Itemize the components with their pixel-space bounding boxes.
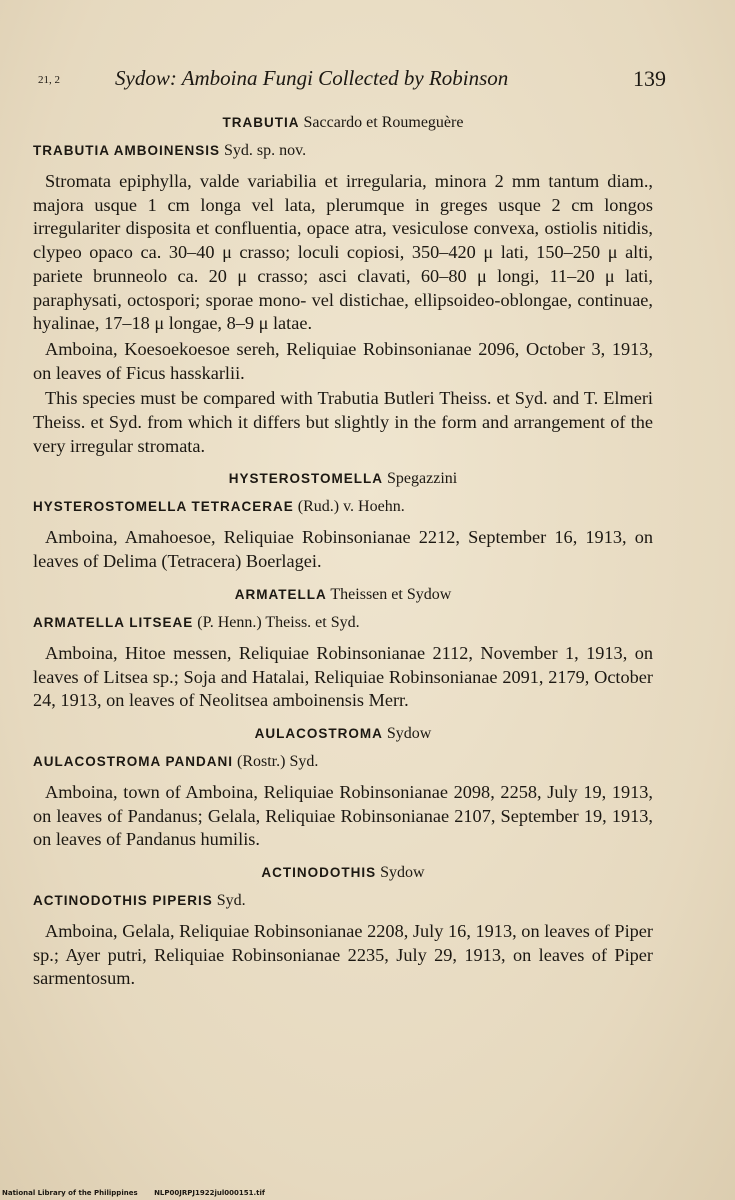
library-credit: National Library of the Philippines (2, 1189, 138, 1197)
body-text (33, 110, 653, 1003)
running-title: Sydow: Amboina Fungi Collected by Robinson (115, 66, 509, 90)
note-paragraph: This species must be compared with Trabutia Butleri Theiss. et Syd. and T. Elmeri Theiss. et Syd. from which it differs but slightly in the form and arrangement of the very irregular stromata. (33, 388, 653, 456)
specimen-paragraph: Amboina, town of Amboina, Reliquiae Robinsonianae 2098, 2258, July 19, 1913, on leaves of Pandanus; Gelala, Reliquiae Robinsonianae 2107, September 19, 1913, on leaves of Pandanus humilis. (33, 781, 653, 850)
section-trabutia (33, 114, 653, 458)
volume-number: 21, 2 (38, 74, 60, 86)
genus-heading (33, 114, 653, 132)
page-number: 139 (633, 66, 666, 91)
species-authors: (Rostr.) Syd. (237, 752, 319, 770)
species-authors: (Rud.) v. Hoehn. (297, 498, 405, 516)
specimen-paragraph: Amboina, Hitoe messen, Reliquiae Robinsonianae 2112, November 1, 1913, on leaves of Litsea sp.; Soja and Hatalai, Reliquiae Robinsonianae 2091, 2179, October 24, 1913, on leaves of Neolitsea amboinensis Merr. (33, 642, 653, 711)
species-heading (33, 753, 653, 771)
species-heading (33, 614, 653, 632)
genus-heading (33, 586, 653, 604)
species-authors: (P. Henn.) Theiss. et Syd. (197, 613, 360, 631)
species-name: HYSTEROSTOMELLA TETRACERAE (33, 499, 294, 515)
genus-name: HYSTEROSTOMELLA (228, 471, 384, 487)
genus-name: AULACOSTROMA (254, 725, 383, 741)
page-header (30, 66, 670, 96)
genus-name: ARMATELLA (234, 586, 327, 602)
specimen-paragraph: Amboina, Amahoesoe, Reliquiae Robinsonianae 2212, September 16, 1913, on leaves of Delima (Tetracera) Boerlagei. (33, 527, 653, 572)
file-name: NLP00JRPJ1922jul000151.tif (154, 1189, 265, 1197)
species-heading (33, 498, 653, 516)
genus-authors: Saccardo et Roumeguère (303, 114, 464, 131)
species-heading (33, 142, 653, 160)
section-aulacostroma (33, 725, 653, 852)
specimen-paragraph: Amboina, Koesoekoesoe sereh, Reliquiae Robinsonianae 2096, October 3, 1913, on leaves of Ficus hasskarlii. (33, 338, 653, 383)
description-paragraph: Stromata epiphylla, valde variabilia et irregularia, minora 2 mm tantum diam., majora usque 1 cm longa vel lata, plerumque in greges usque 2 cm longos irregulariter disposita et confluentia, opace atra, vesiculose convexa, ostiolis nitidis, clypeo opaco ca. 30–40 μ crasso; loculi copiosi, 350–420 μ lati, 150–250 μ alti, pariete brunneolo ca. 20 μ crasso; asci clavati, 60–80 μ longi, 11–20 μ lati, paraphysati, octospori; sporae mono- vel distichae, ellipsoideo-oblongae, continuae, hyalinae, 17–18 μ longae, 8–9 μ latae. (33, 171, 653, 334)
species-authors: Syd. (216, 892, 246, 910)
genus-name: ACTINODOTHIS (261, 865, 377, 881)
genus-authors: Sydow (380, 864, 425, 882)
genus-heading (33, 725, 653, 743)
species-name: TRABUTIA AMBOINENSIS (33, 143, 220, 158)
section-actinodothis (33, 864, 653, 991)
specimen-paragraph: Amboina, Gelala, Reliquiae Robinsonianae 2208, July 16, 1913, on leaves of Piper sp.; Ayer putri, Reliquiae Robinsonianae 2235, July 29, 1913, on leaves of Piper sarmentosum. (33, 921, 653, 989)
genus-heading (33, 470, 653, 488)
scan-footer (2, 1189, 279, 1197)
section-hysterostomella (33, 470, 653, 573)
genus-authors: Sydow (386, 724, 432, 742)
species-name: ACTINODOTHIS PIPERIS (33, 893, 213, 909)
genus-heading (33, 864, 653, 882)
species-name: ARMATELLA LITSEAE (33, 614, 194, 630)
section-armatella (33, 586, 653, 713)
species-authors: Syd. sp. nov. (224, 142, 307, 159)
species-heading (33, 892, 653, 910)
genus-name: TRABUTIA (222, 115, 300, 130)
species-name: AULACOSTROMA PANDANI (33, 753, 233, 769)
genus-authors: Spegazzini (387, 470, 458, 488)
genus-authors: Theissen et Sydow (330, 585, 452, 603)
